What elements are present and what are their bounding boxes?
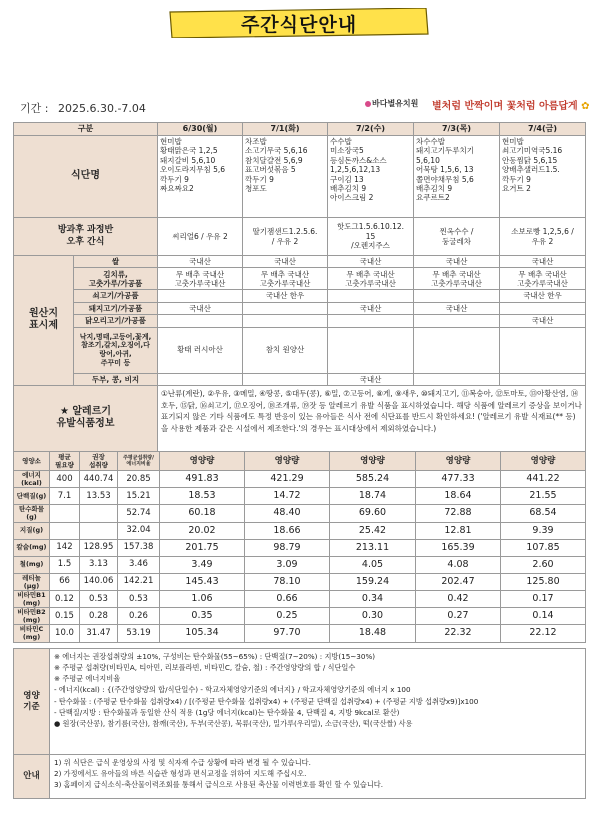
nutrition-table xyxy=(13,451,586,643)
daily-nutrient-value: 0.25 xyxy=(245,608,330,625)
recommended-intake xyxy=(80,505,118,522)
nutrition-row xyxy=(14,488,586,505)
origin-value xyxy=(158,373,243,385)
snack-label: 방과후 과정반 오후 간식 xyxy=(14,218,158,256)
allergy-row xyxy=(14,385,586,451)
origin-value: 무 배추 국내산 고춧가루국내산 xyxy=(414,268,500,290)
daily-nutrient-value: 0.42 xyxy=(416,590,501,607)
page-title: 주간식단안내 xyxy=(240,14,358,36)
origin-value xyxy=(500,327,586,373)
weekly-average: 20.85 xyxy=(118,471,160,488)
avg-requirement: 400 xyxy=(50,471,80,488)
daily-nutrient-value: 60.18 xyxy=(160,505,245,522)
daily-nutrient-value: 159.24 xyxy=(330,573,416,590)
nutrition-header: 영양소 xyxy=(14,452,50,471)
origin-value: 무 배추 국내산 고춧가루국내산 xyxy=(500,268,586,290)
daily-nutrient-value: 145.43 xyxy=(160,573,245,590)
weekly-average: 157.38 xyxy=(118,539,160,556)
origin-row xyxy=(14,290,586,302)
daily-nutrient-value: 48.40 xyxy=(245,505,330,522)
weekly-average: 0.26 xyxy=(118,608,160,625)
origin-value xyxy=(158,290,243,302)
slogan xyxy=(432,97,590,112)
daily-nutrient-value: 0.30 xyxy=(330,608,416,625)
daily-nutrient-value: 105.34 xyxy=(160,625,245,642)
daily-nutrient-value: 421.29 xyxy=(245,471,330,488)
snack-row xyxy=(14,218,586,256)
origin-row xyxy=(14,315,586,327)
recommended-intake xyxy=(80,522,118,539)
snack-menu: 소보로빵 1,2,5,6 / 우유 2 xyxy=(500,218,586,256)
daily-nutrient-value: 213.11 xyxy=(330,539,416,556)
nutrition-header: 영양량 xyxy=(160,452,245,471)
origin-item: 두부, 콩, 비지 xyxy=(74,373,158,385)
origin-item: 낙지,명태,고등어,꽃게, 참조기,갈치,오징어,다 랑어,아귀, 주꾸미 등 xyxy=(74,327,158,373)
notice-label: 안내 xyxy=(14,755,50,799)
nutrition-row xyxy=(14,590,586,607)
avg-requirement xyxy=(50,522,80,539)
origin-value xyxy=(414,290,500,302)
standards-line: ● 원장(국산콩), 참기름(국산), 참깨(국산), 두부(국산콩), 묵류(국산), 밀가루(우리밀), 소금(국산), 떡(국산쌀) 사용 xyxy=(54,718,413,728)
daily-nutrient-value: 12.81 xyxy=(416,522,501,539)
daily-nutrient-value: 3.49 xyxy=(160,556,245,573)
avg-requirement: 7.1 xyxy=(50,488,80,505)
daily-nutrient-value: 4.08 xyxy=(416,556,501,573)
nutrition-header: 주평균섭취량/ 에너지비율 xyxy=(118,452,160,471)
origin-value xyxy=(328,327,414,373)
origin-row xyxy=(14,256,586,268)
nutrition-row xyxy=(14,556,586,573)
nutrient-name: 비타민C (mg) xyxy=(14,625,50,642)
daily-nutrient-value: 125.80 xyxy=(501,573,586,590)
daily-nutrient-value: 69.60 xyxy=(330,505,416,522)
origin-value: 무 배추 국내산 고춧가루국내산 xyxy=(158,268,243,290)
origin-row xyxy=(14,268,586,290)
day-header: 7/4(금) xyxy=(500,123,586,136)
standards-line: ※ 주평균 섭취량(비타민A, 티아민, 리보플라빈, 비타민C, 칼슘, 철) : 주간영양량의 합 / 식단일수 xyxy=(54,663,356,673)
nutrition-row xyxy=(14,505,586,522)
lunch-row xyxy=(14,136,586,218)
origin-value: 국내산 xyxy=(328,302,414,314)
daily-nutrient-value: 201.75 xyxy=(160,539,245,556)
daily-nutrient-value: 18.66 xyxy=(245,522,330,539)
origin-value: 황태 러시아산 xyxy=(158,327,243,373)
recommended-intake: 3.13 xyxy=(80,556,118,573)
avg-requirement: 142 xyxy=(50,539,80,556)
notice-line: 3) 홈페이지 급식소식-축산물이력조회를 통해서 급식으로 사용된 축산물 이력번호를 확인 할 수 있습니다. xyxy=(54,780,384,790)
origin-value xyxy=(500,302,586,314)
recommended-intake: 128.95 xyxy=(80,539,118,556)
origin-label: 원산지 표시제 xyxy=(14,256,74,386)
standards-line: - 에너지(kcal) : {(주간영양량의 합/식단일수) - 학교자체영양기준의 에너지} / 학교자체영양기준의 에너지 x 100 xyxy=(54,685,411,695)
avg-requirement: 0.12 xyxy=(50,590,80,607)
lunch-label: 식단명 xyxy=(14,136,158,218)
nutrition-header: 영양량 xyxy=(501,452,586,471)
standards-line: ※ 주평균 에너지비율 xyxy=(54,674,121,684)
nutrition-row xyxy=(14,471,586,488)
origin-value xyxy=(414,315,500,327)
period-value: 2025.6.30.-7.04 xyxy=(57,102,146,115)
origin-value xyxy=(500,373,586,385)
standards-label: 영양 기준 xyxy=(14,649,50,755)
recommended-intake: 0.53 xyxy=(80,590,118,607)
daily-nutrient-value: 21.55 xyxy=(501,488,586,505)
snack-menu: 씨리얼6 / 우유 2 xyxy=(158,218,243,256)
daily-nutrient-value: 0.17 xyxy=(501,590,586,607)
day-header: 7/1(화) xyxy=(243,123,328,136)
daily-nutrient-value: 97.70 xyxy=(245,625,330,642)
daily-nutrient-value: 68.54 xyxy=(501,505,586,522)
snack-menu: 딸기잼샌드1.2.5.6. / 우유 2 xyxy=(243,218,328,256)
logo-dot-icon xyxy=(365,101,371,107)
notice-line: 1) 위 식단은 급식 운영상의 사정 및 식자재 수급 상황에 따라 변경 될 수 있습니다. xyxy=(54,758,311,767)
nutrition-row xyxy=(14,522,586,539)
origin-value: 국내산 xyxy=(328,373,414,385)
notice-text xyxy=(50,755,586,799)
slogan-text: 별처럼 반짝이며 꽃처럼 아름답게 xyxy=(432,101,578,112)
daily-nutrient-value: 0.66 xyxy=(245,590,330,607)
origin-value: 국내산 xyxy=(500,256,586,268)
snack-menu: 핫도그1.5.6.10.12. 15 /오렌지주스 xyxy=(328,218,414,256)
origin-item: 쌀 xyxy=(74,256,158,268)
weekly-average: 52.74 xyxy=(118,505,160,522)
nutrition-header: 영양량 xyxy=(330,452,416,471)
nutrition-row xyxy=(14,608,586,625)
daily-nutrient-value: 4.05 xyxy=(330,556,416,573)
day-header: 7/3(목) xyxy=(414,123,500,136)
origin-value xyxy=(158,315,243,327)
avg-requirement: 66 xyxy=(50,573,80,590)
daily-nutrient-value: 441.22 xyxy=(501,471,586,488)
daily-nutrient-value: 20.02 xyxy=(160,522,245,539)
daily-nutrient-value: 165.39 xyxy=(416,539,501,556)
lunch-menu: 수수밥 미소장국5 등심돈까스&소스 1,2,5,6,12,13 구이김 13 배추김치 9 아이스크림 2 xyxy=(328,136,414,218)
allergy-label: ★ 알레르기 유발식품정보 xyxy=(14,385,158,451)
flower-icon: ✿ xyxy=(581,101,590,112)
nutrient-name: 칼슘(mg) xyxy=(14,539,50,556)
origin-value: 국내산 한우 xyxy=(243,290,328,302)
notice-row xyxy=(14,755,586,799)
origin-value xyxy=(328,290,414,302)
avg-requirement: 10.0 xyxy=(50,625,80,642)
standards-line: - 탄수화물 : (주평균 탄수화물 섭취량x4) / [(주평균 탄수화물 섭취량x4) + (주평균 단백질 섭취량x4) + (주평균 지방 섭취량x9)]x100 xyxy=(54,696,479,706)
allergy-text: ①난류(계란), ②우유, ③메밀, ④땅콩, ⑤대두(콩), ⑥밀, ⑦고등어, ⑧게, ⑨새우, ⑩돼지고기, ⑪복숭아, ⑫토마토, ⑬아황산염, ⑭호두, ⑮닭, ⑯쇠고기, ⑰오징어, ⑱조개류, ⑲잣 등 알레르기 유발 식품을 표시하였습니다. 해당 식품에 알레르기 증상을 보이거나 표기되지 않은 기타 식품에도 특정 반응이 있는 유아들은 식사 전에 식단표를 반드시 확인하세요! ('알레르기 유발 식재료(** 등)을 사용한 제품과 같은 시설에서 제조한다.'의 경우는 표시대상에서 제외하였습니다.) xyxy=(158,385,586,451)
daily-nutrient-value: 98.79 xyxy=(245,539,330,556)
period-label: 기간 : xyxy=(20,102,49,115)
nutrition-header: 평균 필요량 xyxy=(50,452,80,471)
daily-nutrient-value: 18.74 xyxy=(330,488,416,505)
kindergarten-name: 바다별유치원 xyxy=(372,99,419,108)
nutrient-name: 지질(g) xyxy=(14,522,50,539)
origin-value xyxy=(243,302,328,314)
recommended-intake: 0.28 xyxy=(80,608,118,625)
standards-row xyxy=(14,649,586,755)
nutrition-header-row xyxy=(14,452,586,471)
origin-item: 김치류, 고춧가루/가공품 xyxy=(74,268,158,290)
recommended-intake: 13.53 xyxy=(80,488,118,505)
origin-value: 참치 원양산 xyxy=(243,327,328,373)
daily-nutrient-value: 477.33 xyxy=(416,471,501,488)
daily-nutrient-value: 9.39 xyxy=(501,522,586,539)
origin-row xyxy=(14,327,586,373)
daily-nutrient-value: 1.06 xyxy=(160,590,245,607)
lunch-menu: 차수수밥 돼지고기두루치기 5,6,10 어묵탕 1,5,6, 13 쫄면야채무침 5,6 배추김치 9 요쿠르트2 xyxy=(414,136,500,218)
daily-nutrient-value: 14.72 xyxy=(245,488,330,505)
origin-value: 국내산 xyxy=(243,256,328,268)
daily-nutrient-value: 18.48 xyxy=(330,625,416,642)
daily-nutrient-value: 25.42 xyxy=(330,522,416,539)
daily-nutrient-value: 107.85 xyxy=(501,539,586,556)
daily-nutrient-value: 22.32 xyxy=(416,625,501,642)
avg-requirement: 0.15 xyxy=(50,608,80,625)
origin-value: 국내산 xyxy=(158,256,243,268)
standards-table xyxy=(13,648,586,799)
daily-nutrient-value: 18.64 xyxy=(416,488,501,505)
title-banner xyxy=(168,8,430,38)
daily-nutrient-value: 202.47 xyxy=(416,573,501,590)
menu-table xyxy=(13,122,586,452)
origin-value: 국내산 xyxy=(414,256,500,268)
origin-value xyxy=(414,373,500,385)
nutrition-row xyxy=(14,539,586,556)
lunch-menu: 현미밥 황태맑은국 1,2,5 돼지갈비 5,6,10 오이도라지무침 5,6 깍두기 9 짜요짜요2 xyxy=(158,136,243,218)
nutrition-row xyxy=(14,573,586,590)
avg-requirement xyxy=(50,505,80,522)
weekly-average: 142.21 xyxy=(118,573,160,590)
lunch-menu: 현미밥 쇠고기미역국5.16 안동찜닭 5,6,15 양배추샐러드1.5. 깍두기 9 요거트 2 xyxy=(500,136,586,218)
nutrient-name: 단백질(g) xyxy=(14,488,50,505)
weekly-average: 32.04 xyxy=(118,522,160,539)
standards-line: - 단백질/지방 : 탄수화물과 동일한 산식 적용 (1g당 에너지(kcal)는 탄수화물 4, 단백질 4, 지방 9kcal로 환산) xyxy=(54,707,400,717)
standards-text xyxy=(50,649,586,755)
nutrition-row xyxy=(14,625,586,642)
weekly-average: 15.21 xyxy=(118,488,160,505)
nutrient-name: 철(mg) xyxy=(14,556,50,573)
origin-value: 국내산 xyxy=(500,315,586,327)
daily-nutrient-value: 0.35 xyxy=(160,608,245,625)
nutrient-name: 비타민B2 (mg) xyxy=(14,608,50,625)
nutrient-name: 에너지 (kcal) xyxy=(14,471,50,488)
notice-line: 2) 가정에서도 유아들의 바른 식습관 형성과 편식교정을 위하여 지도해 주십시오. xyxy=(54,769,307,779)
daily-nutrient-value: 18.53 xyxy=(160,488,245,505)
nutrition-header: 권장 섭취량 xyxy=(80,452,118,471)
origin-value xyxy=(243,315,328,327)
day-header-row xyxy=(14,123,586,136)
origin-value xyxy=(414,327,500,373)
daily-nutrient-value: 72.88 xyxy=(416,505,501,522)
weekly-average: 0.53 xyxy=(118,590,160,607)
daily-nutrient-value: 0.34 xyxy=(330,590,416,607)
standards-line: ※ 에너지는 권장섭취량의 ±10%, 구성비는 탄수화물(55~65%) : 단백질(7~20%) : 지방(15~30%) xyxy=(54,652,376,661)
nutrient-name: 레티놀(μg) xyxy=(14,573,50,590)
origin-value: 국내산 xyxy=(158,302,243,314)
daily-nutrient-value: 0.14 xyxy=(501,608,586,625)
snack-menu: 찐옥수수 / 둥굴레차 xyxy=(414,218,500,256)
weekly-average: 3.46 xyxy=(118,556,160,573)
origin-row xyxy=(14,302,586,314)
origin-value: 무 배추 국내산 고춧가루국내산 xyxy=(328,268,414,290)
nutrition-header: 영양량 xyxy=(416,452,501,471)
daily-nutrient-value: 78.10 xyxy=(245,573,330,590)
origin-item: 쇠고기/가공품 xyxy=(74,290,158,302)
lunch-menu: 차조밥 소고기무국 5,6,16 참치달걀전 5,6,9 표고버섯볶음 5 깍두기 9 청포도 xyxy=(243,136,328,218)
recommended-intake: 31.47 xyxy=(80,625,118,642)
origin-value: 국내산 xyxy=(328,256,414,268)
daily-nutrient-value: 491.83 xyxy=(160,471,245,488)
day-header: 7/2(수) xyxy=(328,123,414,136)
day-header: 6/30(월) xyxy=(158,123,243,136)
origin-value xyxy=(243,373,328,385)
daily-nutrient-value: 2.60 xyxy=(501,556,586,573)
nutrient-name: 비타민B1 (mg) xyxy=(14,590,50,607)
nutrition-header: 영양량 xyxy=(245,452,330,471)
recommended-intake: 440.74 xyxy=(80,471,118,488)
origin-item: 닭오리고기/가공품 xyxy=(74,315,158,327)
daily-nutrient-value: 0.27 xyxy=(416,608,501,625)
weekly-average: 53.19 xyxy=(118,625,160,642)
avg-requirement: 1.5 xyxy=(50,556,80,573)
origin-item: 돼지고기/가공품 xyxy=(74,302,158,314)
daily-nutrient-value: 585.24 xyxy=(330,471,416,488)
origin-value xyxy=(328,315,414,327)
origin-value: 국내산 xyxy=(414,302,500,314)
daily-nutrient-value: 3.09 xyxy=(245,556,330,573)
nutrient-name: 탄수화물 (g) xyxy=(14,505,50,522)
origin-row xyxy=(14,373,586,385)
period xyxy=(20,100,152,116)
origin-value: 무 배추 국내산 고춧가루국내산 xyxy=(243,268,328,290)
daily-nutrient-value: 22.12 xyxy=(501,625,586,642)
label-header: 구분 xyxy=(14,123,158,136)
kindergarten-logo xyxy=(365,98,418,109)
recommended-intake: 140.06 xyxy=(80,573,118,590)
origin-value: 국내산 한우 xyxy=(500,290,586,302)
